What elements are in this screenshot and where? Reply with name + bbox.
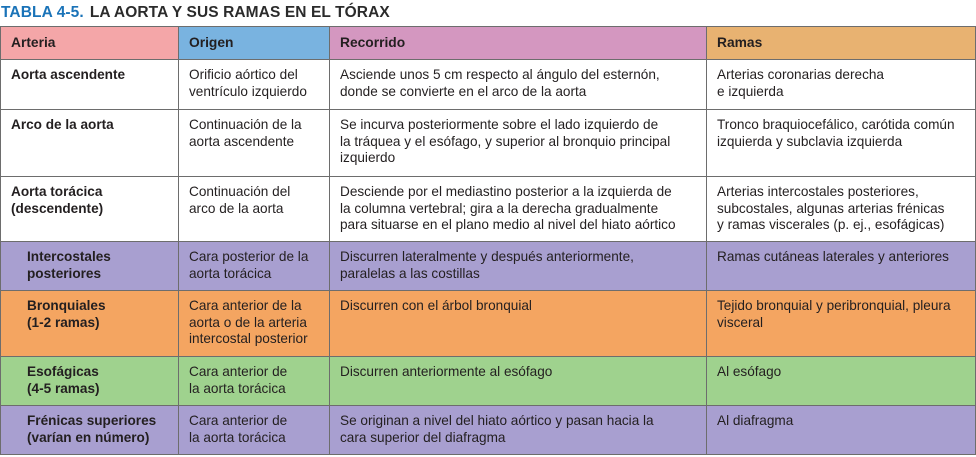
cell-recorrido: Desciende por el mediastino posterior a la izquierda de la columna vertebral; gira a la derecha gradualmente para situarse en el plano medio al nivel del hiato aórtico xyxy=(330,177,707,242)
cell-arteria: Aorta ascendente xyxy=(1,60,179,110)
table-number: TABLA 4-5. xyxy=(1,4,84,21)
cell-arteria: Intercostales posteriores xyxy=(1,242,179,291)
table-row xyxy=(1,110,976,177)
cell-ramas: Arterias intercostales posteriores, subcostales, algunas arterias frénicas y ramas viscerales (p. ej., esofágicas) xyxy=(707,177,976,242)
aorta-branches-table xyxy=(0,26,976,455)
cell-recorrido: Se incurva posteriormente sobre el lado izquierdo de la tráquea y el esófago, y superior al bronquio principal izquierdo xyxy=(330,110,707,177)
cell-origen: Orificio aórtico del ventrículo izquierdo xyxy=(179,60,330,110)
cell-origen: Cara anterior de la aorta o de la arteria intercostal posterior xyxy=(179,291,330,357)
cell-recorrido: Asciende unos 5 cm respecto al ángulo del esternón, donde se convierte en el arco de la aorta xyxy=(330,60,707,110)
table-row xyxy=(1,242,976,291)
table-heading: LA AORTA Y SUS RAMAS EN EL TÓRAX xyxy=(89,4,390,21)
table-row xyxy=(1,291,976,357)
header-arteria: Arteria xyxy=(1,27,179,60)
table-row xyxy=(1,406,976,455)
cell-ramas: Tejido bronquial y peribronquial, pleura visceral xyxy=(707,291,976,357)
table-row xyxy=(1,357,976,406)
cell-recorrido: Discurren anteriormente al esófago xyxy=(330,357,707,406)
cell-arteria: Aorta torácica (descendente) xyxy=(1,177,179,242)
cell-ramas: Al diafragma xyxy=(707,406,976,455)
header-origen: Origen xyxy=(179,27,330,60)
cell-arteria: Frénicas superiores (varían en número) xyxy=(1,406,179,455)
cell-arteria: Esofágicas (4-5 ramas) xyxy=(1,357,179,406)
cell-ramas: Tronco braquiocefálico, carótida común izquierda y subclavia izquierda xyxy=(707,110,976,177)
cell-ramas: Al esófago xyxy=(707,357,976,406)
cell-recorrido: Se originan a nivel del hiato aórtico y pasan hacia la cara superior del diafragma xyxy=(330,406,707,455)
header-recorrido: Recorrido xyxy=(330,27,707,60)
cell-origen: Cara anterior de la aorta torácica xyxy=(179,406,330,455)
cell-ramas: Arterias coronarias derecha e izquierda xyxy=(707,60,976,110)
cell-origen: Cara anterior de la aorta torácica xyxy=(179,357,330,406)
cell-arteria: Arco de la aorta xyxy=(1,110,179,177)
cell-recorrido: Discurren con el árbol bronquial xyxy=(330,291,707,357)
table-row xyxy=(1,177,976,242)
header-row xyxy=(1,27,976,60)
table-title xyxy=(0,0,976,26)
cell-origen: Cara posterior de la aorta torácica xyxy=(179,242,330,291)
header-ramas: Ramas xyxy=(707,27,976,60)
cell-ramas: Ramas cutáneas laterales y anteriores xyxy=(707,242,976,291)
cell-arteria: Bronquiales (1-2 ramas) xyxy=(1,291,179,357)
cell-origen: Continuación de la aorta ascendente xyxy=(179,110,330,177)
cell-origen: Continuación del arco de la aorta xyxy=(179,177,330,242)
table-row xyxy=(1,60,976,110)
cell-recorrido: Discurren lateralmente y después anteriormente, paralelas a las costillas xyxy=(330,242,707,291)
